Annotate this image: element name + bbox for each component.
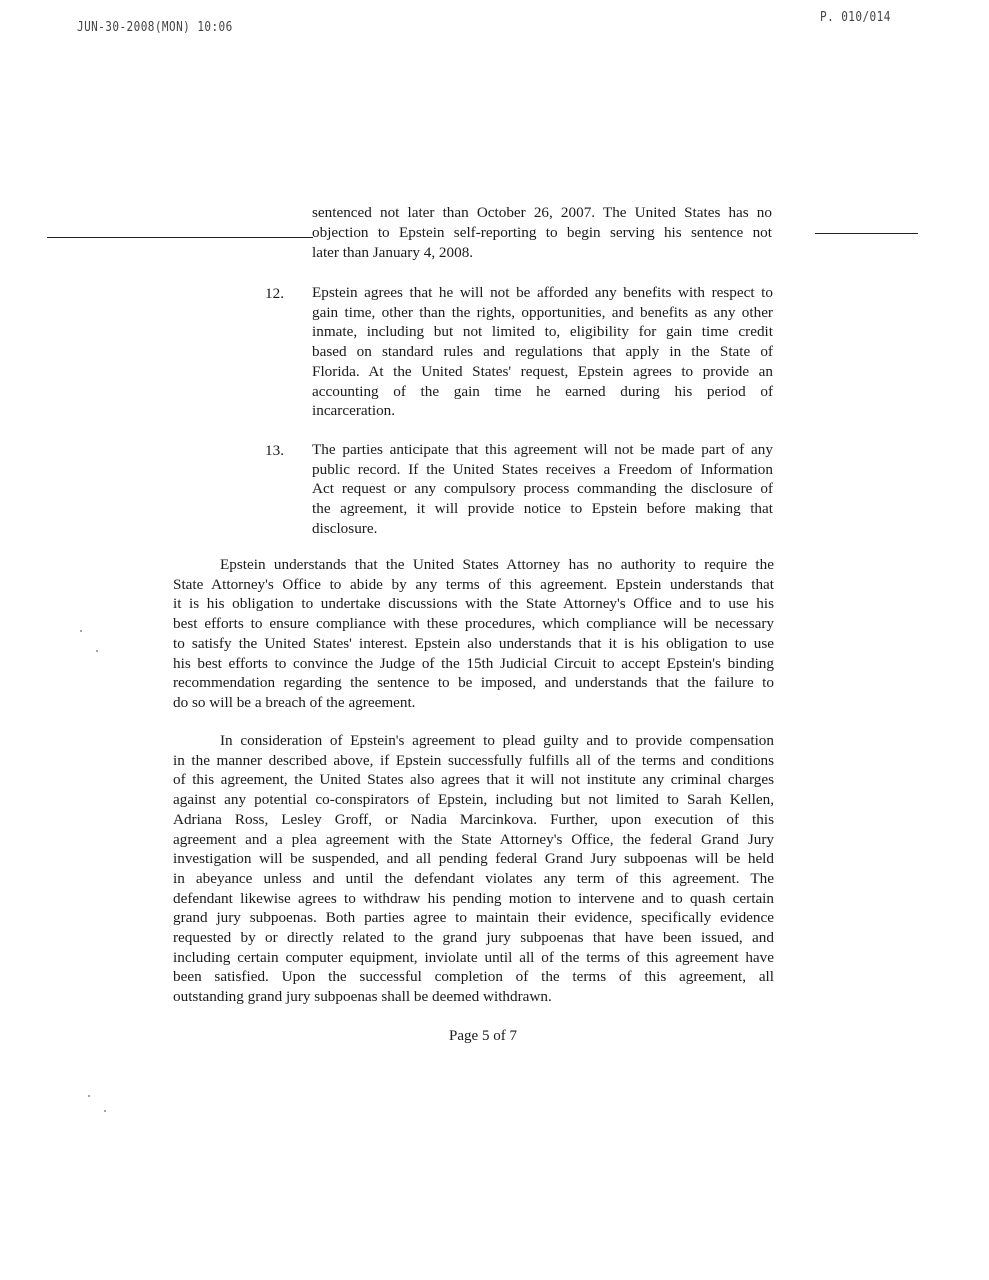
continuation-line: sentenced not later than October 26, 2007. The United States has no [312, 204, 772, 221]
horizontal-rule-left [47, 237, 313, 238]
paragraph-line: against any potential co-conspirators of Epstein, including but not limited to Sarah Kellen, [173, 791, 774, 809]
paragraph-line: grand jury subpoenas. Both parties agree to maintain their evidence, specifically evidence [173, 909, 774, 927]
fax-page-number: P. 010/014 [820, 10, 891, 25]
paragraph-line: in the manner described above, if Epstein successfully fulfills all of the terms and conditions [173, 751, 774, 769]
paragraph-line: In consideration of Epstein's agreement to plead guilty and to provide compensation [220, 732, 774, 749]
item-line: accounting of the gain time he earned during his period of [312, 382, 773, 400]
item-line: The parties anticipate that this agreement will not be made part of any [312, 441, 773, 458]
item-line: based on standard rules and regulations that apply in the State of [312, 343, 773, 361]
paragraph-line: outstanding grand jury subpoenas shall be deemed withdrawn. [173, 988, 552, 1006]
paragraph-line: it is his obligation to undertake discussions with the State Attorney's Office and to use his [173, 595, 774, 613]
item-line: incarceration. [312, 402, 396, 420]
item-number: 13. [265, 442, 284, 459]
paragraph-line: been satisfied. Upon the successful completion of the terms of this agreement, all [173, 968, 774, 986]
item-line: Act request or any compulsory process commanding the disclosure of [312, 480, 773, 498]
paragraph-line: Epstein understands that the United States Attorney has no authority to require the [220, 556, 774, 573]
horizontal-rule-right [815, 233, 918, 234]
paragraph-line: defendant likewise agrees to withdraw his pending motion to intervene and to quash certain [173, 889, 774, 907]
paragraph-line: agreement and a plea agreement with the State Attorney's Office, the federal Grand Jury [173, 830, 774, 848]
continuation-line: later than January 4, 2008. [312, 244, 474, 261]
item-line: inmate, including but not limited to, eligibility for gain time credit [312, 323, 773, 341]
item-line: disclosure. [312, 519, 378, 537]
paragraph-line: his best efforts to convince the Judge of the 15th Judicial Circuit to accept Epstein's binding [173, 654, 774, 672]
item-line: public record. If the United States receives a Freedom of Information [312, 460, 773, 478]
paragraph-line: Adriana Ross, Lesley Groff, or Nadia Marcinkova. Further, upon execution of this [173, 810, 774, 828]
item-line: Florida. At the United States' request, Epstein agrees to provide an [312, 362, 773, 380]
paragraph-line: State Attorney's Office to abide by any terms of this agreement. Epstein understands that [173, 575, 774, 593]
paragraph-line: in abeyance unless and until the defendant violates any term of this agreement. The [173, 869, 774, 887]
page-footer: Page 5 of 7 [449, 1028, 517, 1044]
item-line: the agreement, it will provide notice to Epstein before making that [312, 500, 773, 518]
paragraph-line: investigation will be suspended, and all pending federal Grand Jury subpoenas will be held [173, 850, 774, 868]
item-number: 12. [265, 285, 284, 302]
paragraph-line: of this agreement, the United States also agrees that it will not institute any criminal charges [173, 771, 774, 789]
paragraph-line: best efforts to ensure compliance with these procedures, which compliance will be necessary [173, 615, 774, 633]
paragraph-line: recommendation regarding the sentence to be imposed, and understands that the failure to [173, 674, 774, 692]
paragraph-line: requested by or directly related to the grand jury subpoenas that have been issued, and [173, 929, 774, 946]
continuation-line: objection to Epstein self-reporting to begin serving his sentence not [312, 224, 772, 241]
item-line: gain time, other than the rights, opportunities, and benefits as any other [312, 303, 773, 321]
paragraph-line: to satisfy the United States' interest. Epstein also understands that it is his obligation to use [173, 634, 774, 652]
paragraph-line: including certain computer equipment, inviolate until all of the terms of this agreement have [173, 948, 774, 966]
paragraph-line: do so will be a breach of the agreement. [173, 693, 416, 711]
fax-timestamp: JUN-30-2008(MON) 10:06 [77, 20, 233, 35]
item-line: Epstein agrees that he will not be afforded any benefits with respect to [312, 284, 773, 301]
